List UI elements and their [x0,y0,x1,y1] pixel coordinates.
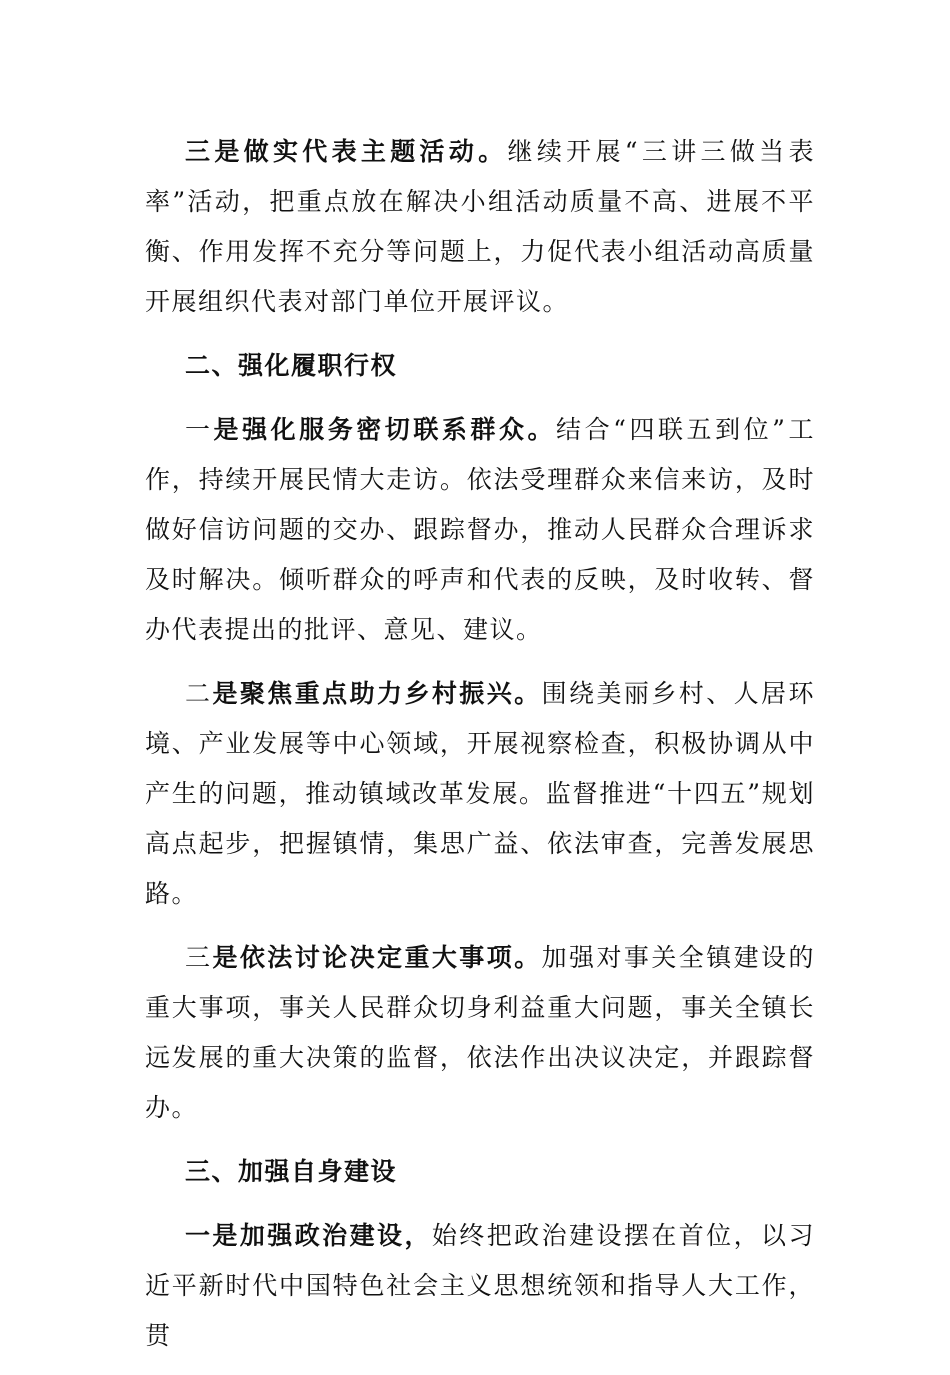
section-heading-self-building: 三、加强自身建设 [185,1157,398,1186]
paragraph-lead: 是聚焦重点助力乡村振兴。 [212,679,542,708]
paragraph-lead: 三是做实代表主题活动。 [185,137,508,166]
paragraph-text: 围绕美丽乡村、人居环境、产业发展等中心领域，开展视察检查，积极协调从中产生的问题，推动镇域改革发展。监督推进“十四五”规划高点起步，把握镇情，集思广益、依法审查，完善发展思路。 [145,679,815,908]
paragraph-ordinal: 二 [185,679,213,708]
paragraph-serve-masses [145,405,815,655]
paragraph-text: 结合“四联五到位”工作，持续开展民情大走访。依法受理群众来信来访，及时做好信访问题的交办、跟踪督办，推动人民群众合理诉求及时解决。倾听群众的呼声和代表的反映，及时收转、督办代表提出的批评、意见、建议。 [145,415,815,644]
section-heading-performance: 二、强化履职行权 [185,351,398,380]
paragraph-text: 加强对事关全镇建设的重大事项，事关人民群众切身利益重大问题，事关全镇长远发展的重大决策的监督，依法作出决议决定，并跟踪督办。 [145,943,815,1122]
paragraph-political-building [145,1211,815,1361]
paragraph-theme-activities [145,127,815,327]
paragraph-lead: 是依法讨论决定重大事项。 [212,943,542,972]
paragraph-rural-revitalization [145,669,815,919]
document-body [145,127,815,1375]
paragraph-text: 始终把政治建设摆在首位，以习近平新时代中国特色社会主义思想统领和指导人大工作，贯 [145,1221,815,1350]
paragraph-lead: 是强化服务密切联系群众。 [213,415,557,444]
paragraph-ordinal: 三 [185,943,213,972]
paragraph-text: 继续开展“三讲三做当表率”活动，把重点放在解决小组活动质量不高、进展不平衡、作用发挥不充分等问题上，力促代表小组活动高质量开展组织代表对部门单位开展评议。 [145,137,815,316]
paragraph-lead: 一是加强政治建设， [185,1221,432,1250]
paragraph-ordinal: 一 [185,415,214,444]
paragraph-major-matters [145,933,815,1133]
